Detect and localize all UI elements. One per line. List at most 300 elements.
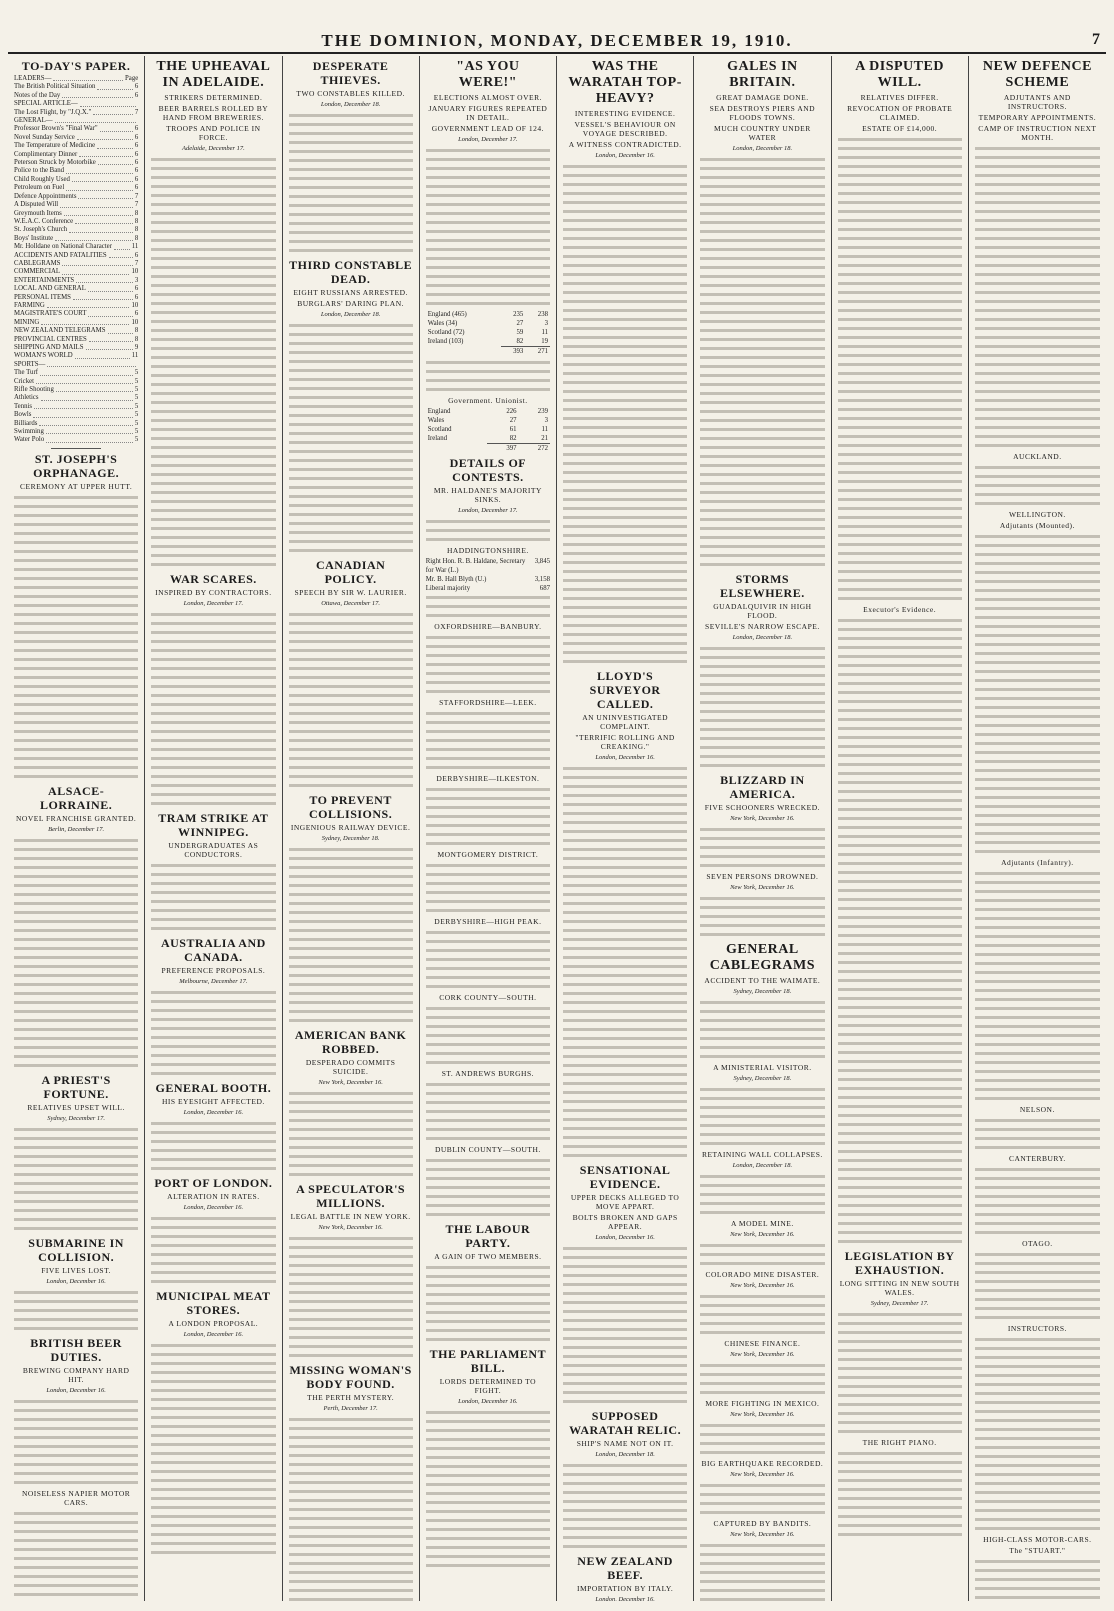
article-body (151, 1119, 275, 1173)
subheadline: NOVEL FRANCHISE GRANTED. (15, 813, 137, 823)
candidate-name: Right Hon. R. B. Haldane, Secretary for War (L.) (425, 558, 526, 574)
toc-leader (62, 268, 129, 274)
toc-leader (41, 394, 133, 400)
seat-heading: CORK COUNTY—SOUTH. (439, 993, 537, 1002)
headline: MISSING WOMAN'S BODY FOUND. (289, 1363, 412, 1391)
toc-page: 6 (134, 251, 139, 259)
headline: A SPECULATOR'S MILLIONS. (296, 1182, 406, 1210)
toc-page: 6 (134, 175, 139, 183)
toc-row (14, 394, 138, 402)
toc-page: 5 (134, 419, 139, 427)
toc-leader (69, 226, 133, 232)
toc-leader (114, 243, 130, 249)
dateline: New York, December 16. (730, 1531, 795, 1538)
toc-row (14, 235, 138, 243)
majority-value: 687 (539, 585, 550, 592)
toc-row (14, 369, 138, 377)
toc-row (14, 184, 138, 192)
subheadline: IMPORTATION BY ITALY. (577, 1584, 674, 1593)
subheadline: ALTERATION IN RATES. (167, 1192, 260, 1201)
unionist-count: 19 (541, 338, 548, 345)
headline: TRAM STRIKE AT WINNIPEG. (158, 811, 269, 839)
advert-body (14, 1509, 138, 1601)
toc-row (14, 302, 138, 310)
subheadline: EIGHT RUSSIANS ARRESTED. (293, 288, 408, 297)
toc-page: 6 (134, 310, 139, 318)
subheadline: FIVE SCHOONERS WRECKED. (704, 803, 821, 812)
headline: A PRIEST'S FORTUNE. (41, 1072, 111, 1101)
dateline: London, December 16. (595, 1234, 655, 1241)
toc-row (14, 167, 138, 175)
toc-leader (47, 302, 130, 308)
toc-page: 11 (131, 352, 139, 360)
article-body (975, 463, 1100, 508)
candidate-votes: 3,845 (534, 558, 550, 565)
headline: DETAILS OF CONTESTS. (449, 456, 527, 484)
toc-label: NEW ZEALAND TELEGRAMS (14, 327, 106, 335)
subheadline: CAMP OF INSTRUCTION NEXT MONTH. (978, 124, 1097, 142)
divider (51, 448, 101, 449)
subheadline: VESSEL'S BEHAVIOUR ON VOYAGE DESCRIBED. (574, 120, 676, 138)
total-count: 272 (519, 444, 550, 454)
dateline: Ottawa, December 17. (321, 600, 381, 607)
dateline: New York, December 16. (730, 1351, 795, 1358)
article-body (700, 644, 824, 770)
toc-row (14, 109, 138, 117)
toc-row (14, 344, 138, 352)
toc-label: CABLEGRAMS (14, 259, 61, 267)
toc-label: Swimming (14, 428, 44, 436)
toc-label: Athletics (14, 394, 39, 402)
article-body (426, 1156, 550, 1219)
seat-heading: DERBYSHIRE—ILKESTON. (436, 774, 540, 783)
toc-row (14, 294, 138, 302)
toc-leader (76, 277, 133, 283)
seat-heading: MONTGOMERY DISTRICT. (437, 850, 539, 859)
subheadline: CAPTURED BY BANDITS. (713, 1519, 812, 1528)
masthead-title: THE DOMINION, MONDAY, DECEMBER 19, 1910. (321, 31, 793, 50)
article-body (700, 1421, 824, 1457)
toc-label: MINING (14, 318, 40, 326)
toc-row (14, 226, 138, 234)
article-body (838, 135, 962, 603)
headline: PORT OF LONDON. (154, 1176, 273, 1190)
seat-heading: OXFORDSHIRE—BANBURY. (434, 622, 542, 631)
subheadline: BURGLARS' DARING PLAN. (297, 299, 404, 308)
toc-page: 7 (134, 108, 139, 116)
headline: LLOYD'S SURVEYOR CALLED. (589, 669, 661, 711)
toc-row (14, 336, 138, 344)
headline: NEW DEFENCE SCHEME (982, 59, 1092, 90)
toc-leader (41, 319, 129, 325)
toc-label: Greymouth Items (14, 209, 62, 217)
toc-page: 5 (134, 377, 139, 385)
article-body (426, 358, 550, 394)
toc-row (14, 125, 138, 133)
article-body (289, 321, 413, 555)
toc-leader (79, 151, 133, 157)
gov-count: 226 (506, 408, 517, 415)
article-body (151, 1341, 275, 1557)
article-body (426, 785, 550, 848)
toc-label: ACCIDENTS AND FATALITIES (14, 251, 107, 259)
toc-label: ENTERTAINMENTS (14, 276, 75, 284)
toc-label: WOMAN'S WORLD (14, 352, 73, 360)
subheadline: TWO CONSTABLES KILLED. (296, 89, 405, 98)
subheadline: SEVEN PERSONS DROWNED. (706, 872, 819, 881)
article-body (700, 998, 824, 1061)
subheadline: DESPERADO COMMITS SUICIDE. (305, 1058, 396, 1076)
toc-row (14, 327, 138, 335)
toc-leader (55, 117, 137, 123)
toc-leader (46, 436, 133, 442)
region-name: Scotland (72) (427, 329, 465, 336)
column-4 (420, 56, 557, 1601)
page-number: 7 (1092, 31, 1102, 48)
article-body (426, 1408, 550, 1570)
subheadline: RETAINING WALL COLLAPSES. (701, 1150, 823, 1159)
toc-page: 5 (134, 436, 139, 444)
toc-label: PERSONAL ITEMS (14, 293, 71, 301)
dateline: Sydney, December 17. (47, 1114, 105, 1122)
region-name: Wales (34) (427, 320, 458, 327)
toc-label: FARMING (14, 301, 45, 309)
toc-label: GENERAL— (14, 117, 53, 125)
toc-label: Peterson Struck by Motorbike (14, 159, 96, 167)
seat-heading: DERBYSHIRE—HIGH PEAK. (434, 917, 542, 926)
article-body (426, 1263, 550, 1344)
toc-row (14, 243, 138, 251)
subheadline: THE RIGHT PIANO. (862, 1438, 937, 1447)
article-body (975, 1165, 1100, 1237)
subheadline: GREAT DAMAGE DONE. (716, 93, 809, 102)
unionist-count: 21 (541, 435, 548, 442)
subheadline: FIVE LIVES LOST. (41, 1265, 111, 1275)
toc-leader (72, 176, 133, 182)
dateline: New York, December 16. (318, 1079, 383, 1086)
article-body (975, 1250, 1100, 1322)
total-label (426, 347, 501, 357)
unionist-count: 238 (537, 311, 548, 318)
dateline: Sydney, December 18. (733, 988, 792, 995)
toc-leader (64, 210, 133, 216)
table-header: Government. Unionist. (448, 396, 528, 405)
toc-page: 6 (134, 133, 139, 141)
toc-row (14, 151, 138, 159)
headline: STORMS ELSEWHERE. (720, 572, 805, 600)
toc-page: 6 (134, 91, 139, 99)
article-body (14, 836, 138, 1070)
region-name: Ireland (103) (427, 338, 464, 346)
article-body (426, 146, 550, 308)
article-body (700, 1541, 824, 1601)
headline: GENERAL BOOTH. (155, 1081, 272, 1095)
section-heading: CANTERBURY. (1008, 1154, 1066, 1163)
seat-heading: STAFFORDSHIRE—LEEK. (439, 698, 537, 707)
region-name: England (465) (427, 311, 467, 318)
toc-row (14, 319, 138, 327)
toc-row (14, 403, 138, 411)
headline: THIRD CONSTABLE DEAD. (289, 258, 413, 286)
toc-page: 6 (134, 142, 139, 150)
toc-row (14, 260, 138, 268)
results-row (426, 337, 550, 347)
headline: WAS THE WARATAH TOP-HEAVY? (568, 59, 682, 106)
subheadline: ACCIDENT TO THE WAIMATE. (704, 976, 821, 985)
article-body (700, 155, 824, 569)
results-row (426, 310, 550, 319)
toc-label: Police to the Band (14, 167, 65, 175)
subheadline: TEMPORARY APPOINTMENTS. (978, 113, 1097, 122)
toc-page: 7 (134, 259, 139, 267)
dateline: Berlin, December 17. (48, 825, 105, 833)
subheadline: INSPIRED BY CONTRACTORS. (155, 588, 272, 597)
toc-leader (46, 428, 133, 434)
article-body (289, 111, 413, 255)
dateline: London, December 18. (320, 101, 381, 108)
toc-leader (40, 369, 133, 375)
subheadline: BIG EARTHQUAKE RECORDED. (701, 1459, 824, 1468)
headline: ST. JOSEPH'S ORPHANAGE. (33, 451, 120, 480)
section-heading: INSTRUCTORS. (1007, 1324, 1067, 1333)
toc-label: The Turf (14, 369, 38, 377)
toc-label: Defence Appointments (14, 192, 77, 200)
toc-leader (97, 142, 133, 148)
toc-row (14, 428, 138, 436)
dateline: London, December 16. (595, 1596, 655, 1601)
article-body (700, 1361, 824, 1397)
headline-todays-paper: TO-DAY'S PAPER. (21, 59, 131, 73)
toc-row (14, 75, 138, 83)
toc-row (14, 420, 138, 428)
results-row (426, 425, 550, 434)
toc-label: Billiards (14, 419, 38, 427)
article-body (975, 532, 1100, 856)
toc-row (14, 83, 138, 91)
headline: MUNICIPAL MEAT STORES. (156, 1289, 271, 1317)
table-of-contents (14, 75, 138, 445)
toc-row (14, 142, 138, 150)
article-body (700, 1481, 824, 1517)
toc-label: Complimentary Dinner (14, 150, 78, 158)
subheadline: BEER BARRELS ROLLED BY HAND FROM BREWERIES. (158, 104, 269, 122)
toc-row (14, 176, 138, 184)
gov-count: 82 (509, 435, 517, 442)
toc-row (14, 378, 138, 386)
toc-leader (75, 218, 133, 224)
article-body (563, 764, 687, 1160)
region-name: Wales (427, 417, 445, 424)
toc-leader (34, 403, 133, 409)
column-8 (969, 56, 1106, 1601)
toc-row (14, 100, 138, 108)
section-heading: OTAGO. (1022, 1239, 1053, 1248)
section-heading: WELLINGTON. (1008, 510, 1066, 519)
region-name: Scotland (427, 426, 452, 433)
dateline: London, December 18. (732, 1162, 793, 1169)
column-3 (283, 56, 420, 1601)
toc-label: W.E.A.C. Conference (14, 217, 74, 225)
gov-count: 61 (509, 426, 517, 433)
article-body (426, 517, 550, 544)
headline: SENSATIONAL EVIDENCE. (579, 1163, 671, 1191)
section-heading: AUCKLAND. (1013, 452, 1062, 461)
toc-leader (78, 193, 132, 199)
toc-row (14, 361, 138, 369)
subheadline: SEA DESTROYS PIERS AND FLOODS TOWNS. (709, 104, 816, 122)
toc-row (14, 285, 138, 293)
article-body (289, 610, 413, 790)
seat-heading: HADDINGTONSHIRE. (446, 546, 529, 555)
article-body (151, 610, 275, 808)
article-body (700, 825, 824, 870)
dateline: London, December 16. (595, 754, 655, 761)
unionist-count: 11 (541, 426, 548, 433)
subheadline: RELATIVES UPSET WILL. (27, 1102, 125, 1112)
article-body (289, 845, 413, 1025)
dateline: London, December 16. (458, 1398, 518, 1405)
subheadline: HIS EYESIGHT AFFECTED. (162, 1097, 265, 1106)
toc-row (14, 277, 138, 285)
advert-heading: NOISELESS NAPIER MOTOR CARS. (21, 1488, 131, 1507)
article-body (838, 616, 962, 1246)
toc-page: 6 (134, 184, 139, 192)
article-body (289, 1415, 413, 1601)
toc-label: Professor Brown's "Final War" (14, 125, 98, 133)
total-count: 393 (501, 347, 526, 357)
subheadline: ELECTIONS ALMOST OVER. (433, 93, 542, 102)
article-body (14, 1125, 138, 1233)
subheadline: RELATIVES DIFFER. (860, 93, 939, 102)
toc-leader (36, 378, 133, 384)
toc-row (14, 193, 138, 201)
toc-label: SPECIAL ARTICLE— (14, 100, 78, 108)
toc-label: Water Polo (14, 436, 45, 444)
results-row (426, 434, 550, 444)
dateline: New York, December 16. (730, 884, 795, 891)
region-name: England (427, 408, 451, 415)
toc-page: 8 (134, 234, 139, 242)
toc-leader (55, 235, 133, 241)
dateline: London, December 18. (732, 145, 793, 152)
toc-page: 6 (134, 285, 139, 293)
dateline: London, December 16. (46, 1386, 106, 1394)
gov-count: 82 (516, 338, 524, 345)
article-body (700, 1085, 824, 1148)
subheadline: LORDS DETERMINED TO FIGHT. (439, 1377, 537, 1395)
subheadline: BOLTS BROKEN AND GAPS APPEAR. (572, 1213, 678, 1231)
subheadline: REVOCATION OF PROBATE CLAIMED. (847, 104, 953, 122)
subheadline: Executor's Evidence. (863, 605, 937, 614)
dateline: Sydney, December 17. (870, 1300, 929, 1307)
toc-label: St. Joseph's Church (14, 226, 68, 234)
subheadline: THE PERTH MYSTERY. (307, 1393, 395, 1402)
toc-leader (62, 92, 133, 98)
toc-label: Notes of the Day (14, 91, 61, 99)
headline: WAR SCARES. (169, 572, 257, 586)
toc-page: 6 (134, 159, 139, 167)
dateline: London, December 16. (183, 1109, 244, 1116)
dateline: London, December 16. (595, 152, 655, 159)
toc-page: 6 (134, 125, 139, 133)
results-row (426, 328, 550, 337)
seat-results (426, 557, 550, 584)
total-label (426, 444, 487, 454)
article-body (563, 1244, 687, 1406)
newspaper-columns (8, 56, 1106, 1601)
dateline: New York, December 16. (730, 815, 795, 822)
toc-leader (97, 83, 132, 89)
dateline: Adelaide, December 17. (181, 145, 245, 152)
toc-page: 10 (131, 318, 139, 326)
toc-leader (33, 411, 132, 417)
toc-label: Child Roughly Used (14, 175, 70, 183)
article-body (975, 1335, 1100, 1533)
toc-page: 6 (134, 167, 139, 175)
results-row (426, 407, 550, 416)
headline: LEGISLATION BY EXHAUSTION. (844, 1249, 955, 1277)
toc-label: PROVINCIAL CENTRES (14, 335, 87, 343)
toc-label: A Disputed Will (14, 201, 59, 209)
toc-page: 5 (134, 411, 139, 419)
results-table (426, 310, 550, 356)
subheadline: PREFERENCE PROPOSALS. (161, 966, 266, 975)
candidate-row (426, 575, 550, 584)
subheadline: ADJUTANTS AND INSTRUCTORS. (1003, 93, 1071, 111)
article-body (426, 928, 550, 991)
toc-row (14, 92, 138, 100)
headline: GENERAL CABLEGRAMS (709, 942, 816, 973)
toc-page: 10 (131, 301, 139, 309)
article-body (151, 155, 275, 569)
section-heading: Adjutants (Infantry). (1001, 858, 1074, 867)
toc-row (14, 117, 138, 125)
toc-leader (108, 327, 133, 333)
toc-leader (47, 361, 136, 367)
dateline: London, December 17. (458, 507, 518, 514)
toc-label: The British Political Situation (14, 83, 96, 91)
headline: CANADIAN POLICY. (315, 558, 386, 586)
toc-page: 5 (134, 428, 139, 436)
subheadline: CHINESE FINANCE. (724, 1339, 801, 1348)
article-body (426, 1080, 550, 1143)
subheadline: JANUARY FIGURES REPEATED IN DETAIL. (428, 104, 548, 122)
headline: SUBMARINE IN COLLISION. (28, 1235, 124, 1264)
toc-page: 7 (134, 192, 139, 200)
toc-row (14, 310, 138, 318)
article-body (700, 1292, 824, 1337)
toc-leader (89, 336, 133, 342)
dateline: Melbourne, December 17. (179, 978, 248, 985)
article-body (975, 869, 1100, 1103)
seat-heading: DUBLIN COUNTY—SOUTH. (434, 1145, 541, 1154)
toc-leader (77, 134, 133, 140)
toc-row (14, 411, 138, 419)
toc-row (14, 201, 138, 209)
toc-page: 9 (134, 344, 139, 351)
section-heading: Adjutants (Mounted). (999, 521, 1075, 530)
toc-row (14, 252, 138, 260)
article-body (838, 1310, 962, 1436)
subheadline: UPPER DECKS ALLEGED TO MOVE APPART. (570, 1193, 680, 1211)
gov-count: 27 (516, 320, 524, 327)
toc-leader (56, 386, 133, 392)
subheadline: "TERRIFIC ROLLING AND CREAKING." (575, 733, 675, 751)
toc-row (14, 218, 138, 226)
toc-row (14, 436, 138, 444)
dateline: London, December 18. (320, 311, 381, 318)
toc-leader (62, 260, 132, 266)
